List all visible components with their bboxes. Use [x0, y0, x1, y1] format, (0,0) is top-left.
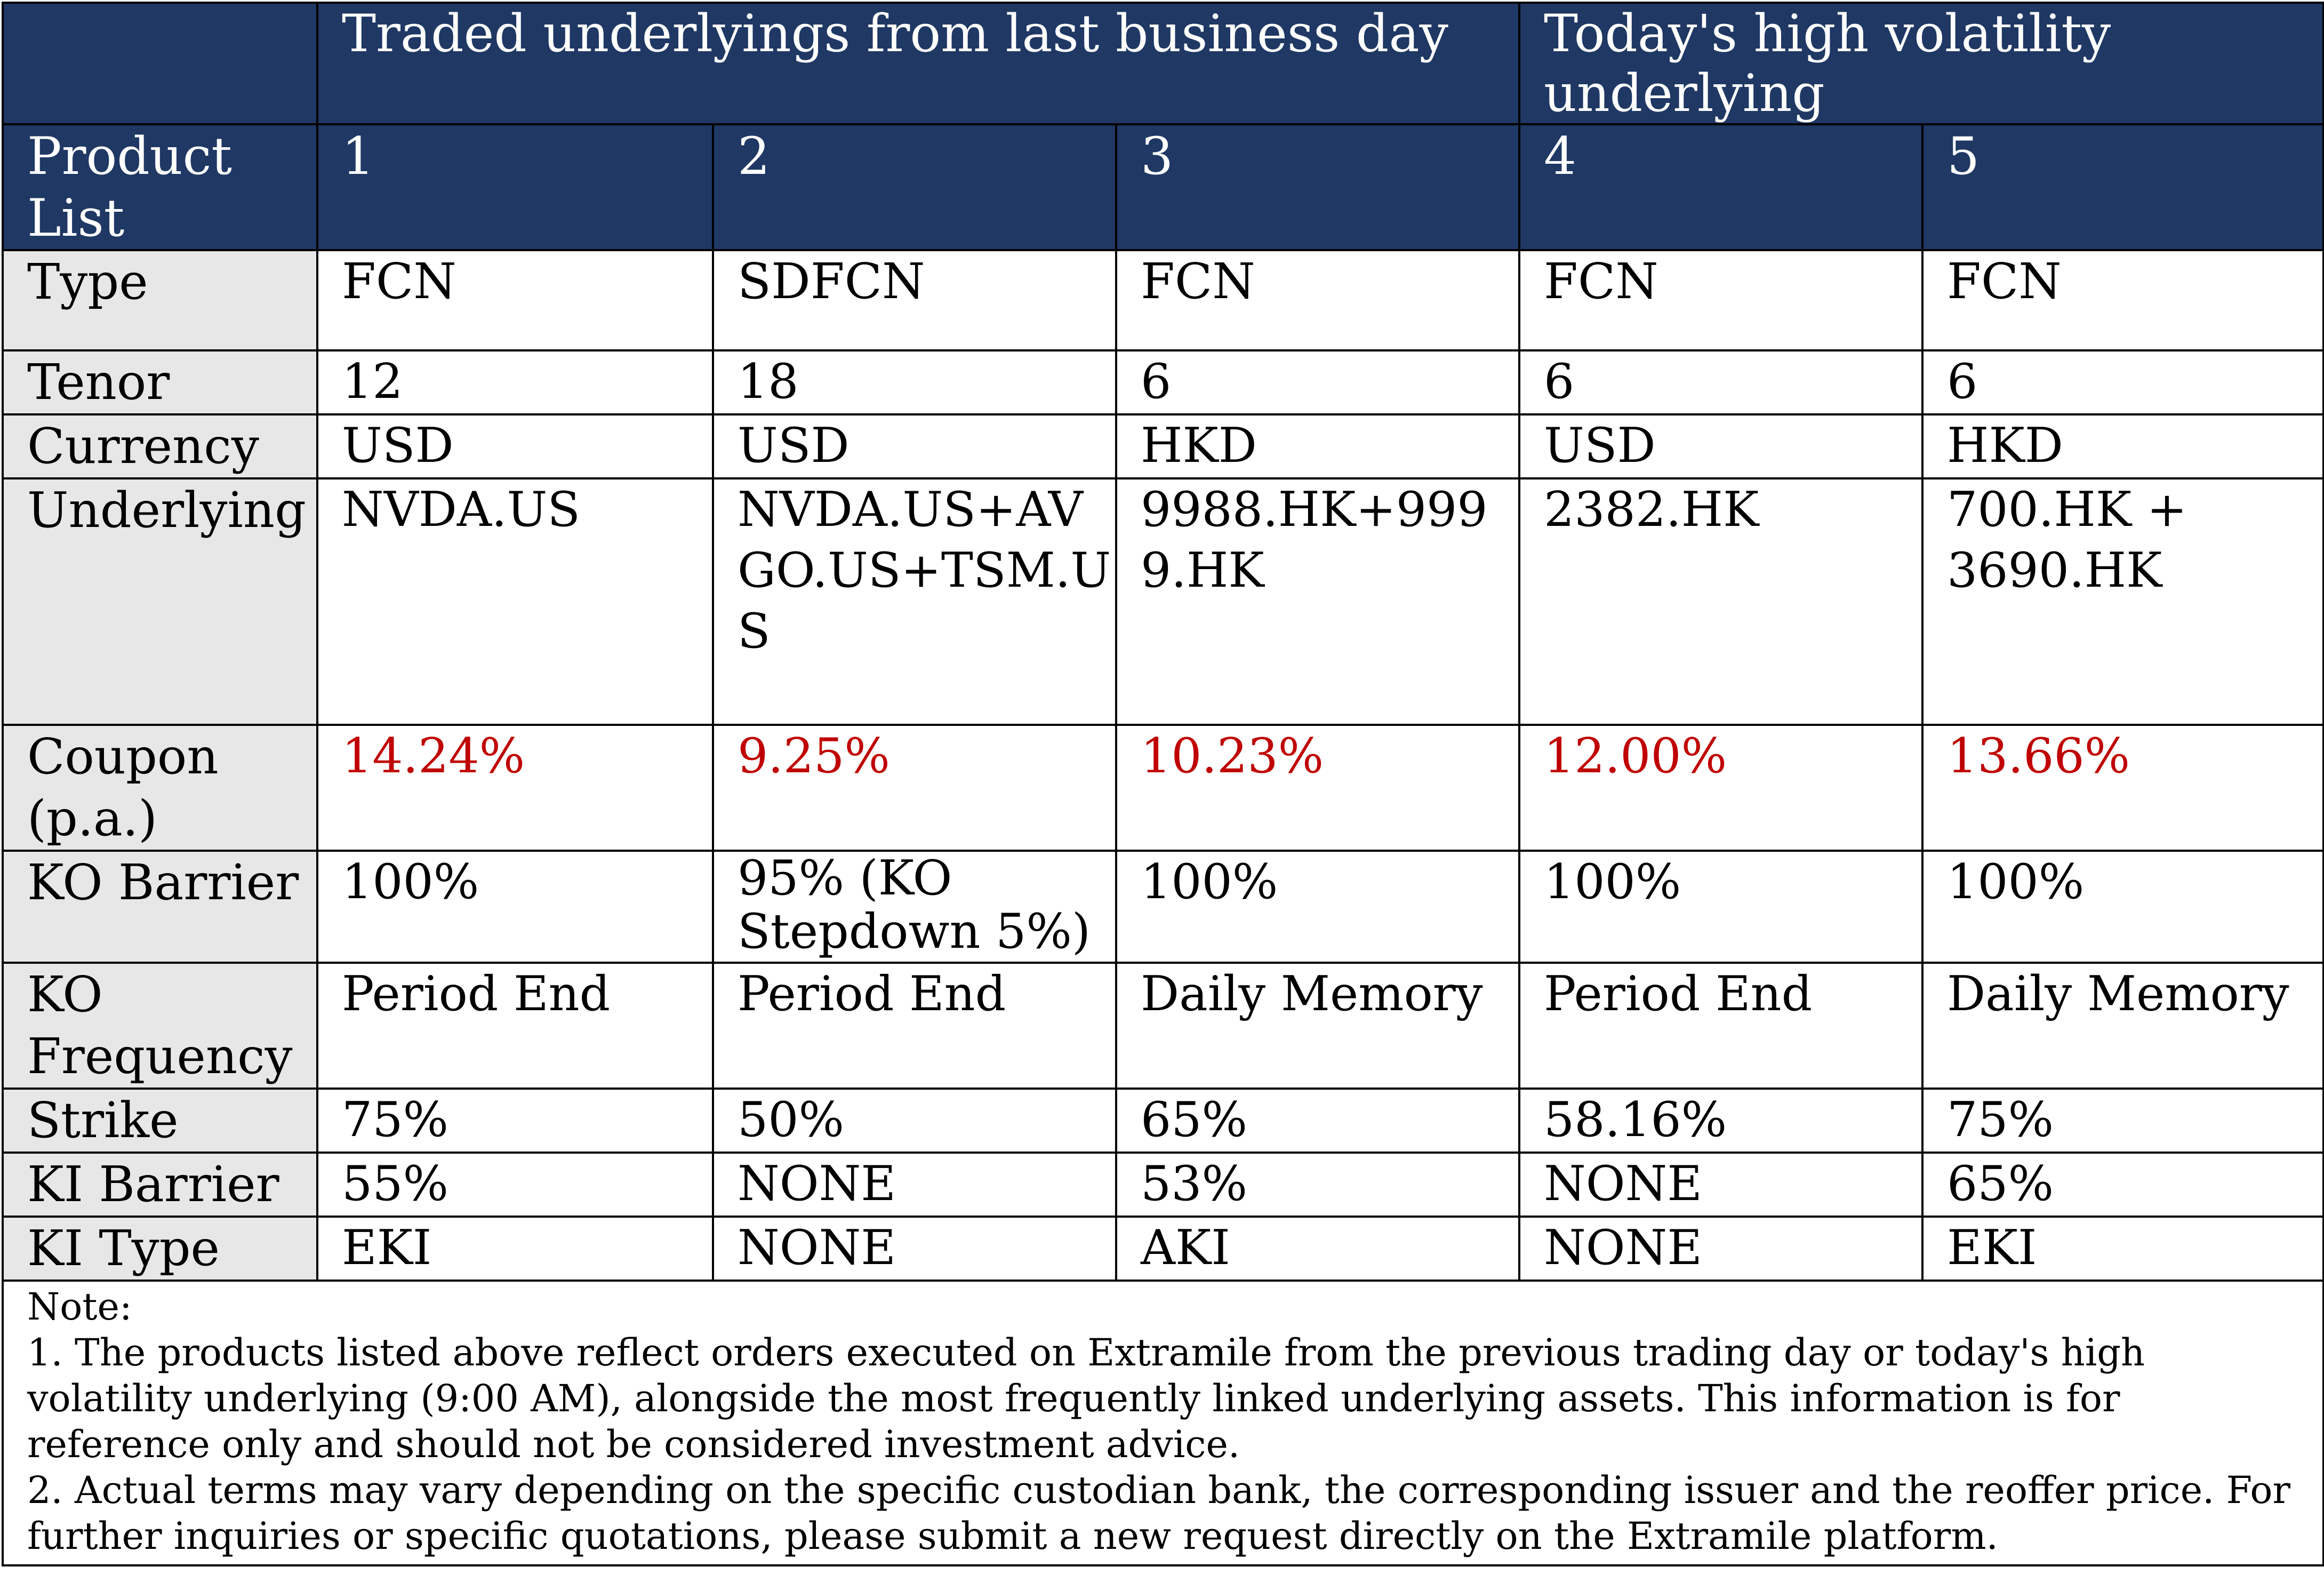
- row-label-product-list: Product List: [3, 124, 317, 250]
- ki-type-value: NONE: [713, 1217, 1116, 1281]
- strike-value: 75%: [1922, 1089, 2323, 1153]
- table-row-ki-type: [3, 1217, 2323, 1281]
- group-header-row: [3, 3, 2323, 124]
- ko-barrier-value: 100%: [1519, 851, 1922, 963]
- tenor-value: 12: [317, 350, 713, 414]
- table-row-ko-barrier: [3, 851, 2323, 963]
- note-block: [3, 1281, 2323, 1565]
- tenor-value: 18: [713, 350, 1116, 414]
- tenor-value: 6: [1116, 350, 1519, 414]
- row-label-strike: Strike: [3, 1089, 317, 1153]
- ko-frequency-value: Period End: [317, 963, 713, 1089]
- strike-value: 75%: [317, 1089, 713, 1153]
- table-row-ko-frequency: [3, 963, 2323, 1089]
- ko-frequency-value: Period End: [713, 963, 1116, 1089]
- row-label-currency: Currency: [3, 414, 317, 478]
- table-row-type: [3, 250, 2323, 350]
- note-line-1: 1. The products listed above reflect orders executed on Extramile from the previous trading day or today's high volatility underlying (9:00 AM), alongside the most frequently linked underlying assets. This information is for reference only and should not be considered investment advice.: [27, 1331, 2145, 1466]
- product-number: 4: [1519, 124, 1922, 250]
- ko-frequency-value: Daily Memory: [1116, 963, 1519, 1089]
- strike-value: 65%: [1116, 1089, 1519, 1153]
- strike-value: 50%: [713, 1089, 1116, 1153]
- ki-type-value: NONE: [1519, 1217, 1922, 1281]
- currency-value: USD: [713, 414, 1116, 478]
- ki-type-value: EKI: [317, 1217, 713, 1281]
- product-number: 1: [317, 124, 713, 250]
- row-label-coupon: Coupon (p.a.): [3, 725, 317, 851]
- coupon-value: 12.00%: [1519, 725, 1922, 851]
- row-label-tenor: Tenor: [3, 350, 317, 414]
- table-row-coupon: [3, 725, 2323, 851]
- ki-type-value: EKI: [1922, 1217, 2323, 1281]
- ki-barrier-value: 65%: [1922, 1153, 2323, 1217]
- ki-type-value: AKI: [1116, 1217, 1519, 1281]
- ko-barrier-value: 100%: [317, 851, 713, 963]
- strike-value: 58.16%: [1519, 1089, 1922, 1153]
- note-line-2: 2. Actual terms may vary depending on the specific custodian bank, the corresponding issuer and the reoffer price. For further inquiries or specific quotations, please submit a new request directly on the Extramile platform.: [27, 1468, 2290, 1558]
- type-value: FCN: [1922, 250, 2323, 350]
- ko-barrier-value: 95% (KO Stepdown 5%): [713, 851, 1116, 963]
- underlying-value: 9988.HK+9999.HK: [1116, 478, 1519, 725]
- currency-value: USD: [317, 414, 713, 478]
- row-label-underlying: Underlying: [3, 478, 317, 725]
- underlying-value: 2382.HK: [1519, 478, 1922, 725]
- ko-barrier-value: 100%: [1922, 851, 2323, 963]
- ki-barrier-value: 53%: [1116, 1153, 1519, 1217]
- underlying-value: 700.HK + 3690.HK: [1922, 478, 2323, 725]
- currency-value: HKD: [1116, 414, 1519, 478]
- underlying-value: NVDA.US: [317, 478, 713, 725]
- row-label-ki-barrier: KI Barrier: [3, 1153, 317, 1217]
- product-table: [2, 2, 2324, 1566]
- currency-value: HKD: [1922, 414, 2323, 478]
- currency-value: USD: [1519, 414, 1922, 478]
- ko-barrier-value: 100%: [1116, 851, 1519, 963]
- product-number: 3: [1116, 124, 1519, 250]
- note-title: Note:: [27, 1285, 132, 1329]
- tenor-value: 6: [1922, 350, 2323, 414]
- type-value: FCN: [317, 250, 713, 350]
- row-label-ko-frequency: KO Frequency: [3, 963, 317, 1089]
- table-row-currency: [3, 414, 2323, 478]
- type-value: SDFCN: [713, 250, 1116, 350]
- product-number: 5: [1922, 124, 2323, 250]
- row-label-type: Type: [3, 250, 317, 350]
- product-number-row: [3, 124, 2323, 250]
- coupon-value: 14.24%: [317, 725, 713, 851]
- product-number: 2: [713, 124, 1116, 250]
- coupon-value: 13.66%: [1922, 725, 2323, 851]
- type-value: FCN: [1116, 250, 1519, 350]
- header-corner: [3, 3, 317, 124]
- row-label-ko-barrier: KO Barrier: [3, 851, 317, 963]
- ki-barrier-value: NONE: [713, 1153, 1116, 1217]
- note-row: [3, 1281, 2323, 1565]
- ki-barrier-value: 55%: [317, 1153, 713, 1217]
- ki-barrier-value: NONE: [1519, 1153, 1922, 1217]
- row-label-ki-type: KI Type: [3, 1217, 317, 1281]
- coupon-value: 10.23%: [1116, 725, 1519, 851]
- coupon-value: 9.25%: [713, 725, 1116, 851]
- tenor-value: 6: [1519, 350, 1922, 414]
- underlying-value: NVDA.US+AVGO.US+TSM.US: [713, 478, 1116, 725]
- group-header-traded: Traded underlyings from last business day: [317, 3, 1519, 124]
- table-row-underlying: [3, 478, 2323, 725]
- type-value: FCN: [1519, 250, 1922, 350]
- ko-frequency-value: Daily Memory: [1922, 963, 2323, 1089]
- table-row-tenor: [3, 350, 2323, 414]
- group-header-volatility: Today's high volatility underlying: [1519, 3, 2323, 124]
- table-row-strike: [3, 1089, 2323, 1153]
- ko-frequency-value: Period End: [1519, 963, 1922, 1089]
- table-row-ki-barrier: [3, 1153, 2323, 1217]
